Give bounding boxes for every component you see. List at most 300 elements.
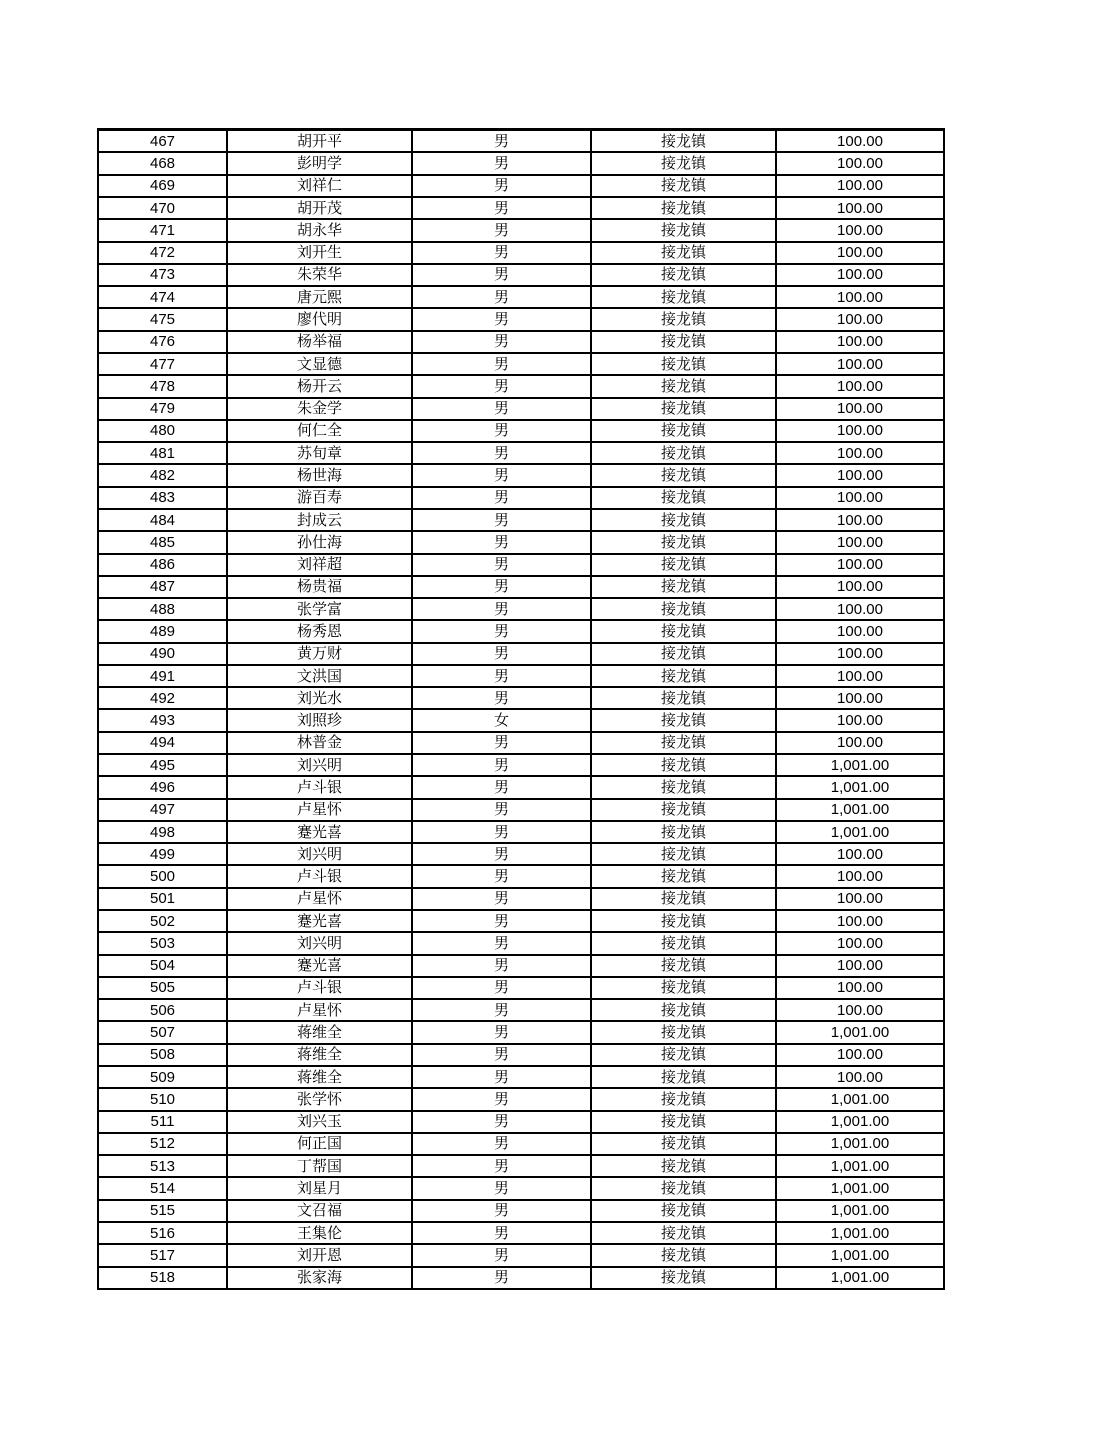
cell-index: 496 [98,776,227,798]
cell-amount: 100.00 [776,152,944,174]
cell-name: 蒋维全 [227,1044,412,1066]
cell-amount: 100.00 [776,732,944,754]
cell-index: 479 [98,398,227,420]
cell-index: 499 [98,843,227,865]
table-row [98,888,944,910]
roster-table [97,128,945,1290]
cell-name: 刘兴玉 [227,1111,412,1133]
cell-index: 481 [98,442,227,464]
cell-gender: 男 [412,1244,591,1266]
cell-town: 接龙镇 [591,509,776,531]
cell-name: 封成云 [227,509,412,531]
cell-index: 505 [98,977,227,999]
cell-amount: 1,001.00 [776,1177,944,1199]
cell-town: 接龙镇 [591,308,776,330]
cell-town: 接龙镇 [591,353,776,375]
cell-index: 511 [98,1111,227,1133]
cell-name: 何正国 [227,1133,412,1155]
cell-town: 接龙镇 [591,821,776,843]
cell-gender: 男 [412,286,591,308]
cell-gender: 男 [412,308,591,330]
cell-name: 彭明学 [227,152,412,174]
cell-name: 杨世海 [227,464,412,486]
cell-amount: 100.00 [776,353,944,375]
cell-name: 朱金学 [227,398,412,420]
cell-index: 490 [98,643,227,665]
cell-name: 黄万财 [227,643,412,665]
cell-amount: 100.00 [776,487,944,509]
table-row [98,219,944,241]
cell-gender: 男 [412,843,591,865]
cell-name: 蹇光喜 [227,821,412,843]
cell-gender: 男 [412,554,591,576]
cell-index: 497 [98,799,227,821]
cell-gender: 男 [412,1177,591,1199]
cell-index: 484 [98,509,227,531]
cell-town: 接龙镇 [591,1177,776,1199]
table-row [98,1200,944,1222]
cell-town: 接龙镇 [591,732,776,754]
cell-amount: 100.00 [776,420,944,442]
table-row [98,955,944,977]
table-row [98,576,944,598]
cell-index: 483 [98,487,227,509]
cell-name: 刘祥超 [227,554,412,576]
table-row [98,687,944,709]
cell-town: 接龙镇 [591,197,776,219]
cell-index: 493 [98,709,227,731]
cell-name: 刘光水 [227,687,412,709]
cell-town: 接龙镇 [591,531,776,553]
cell-gender: 男 [412,152,591,174]
roster-table-body [98,130,944,1290]
cell-town: 接龙镇 [591,442,776,464]
cell-name: 卢星怀 [227,888,412,910]
table-row [98,643,944,665]
table-row [98,264,944,286]
cell-amount: 100.00 [776,932,944,954]
cell-index: 476 [98,331,227,353]
cell-town: 接龙镇 [591,643,776,665]
cell-index: 480 [98,420,227,442]
cell-town: 接龙镇 [591,955,776,977]
cell-town: 接龙镇 [591,420,776,442]
cell-town: 接龙镇 [591,687,776,709]
cell-town: 接龙镇 [591,1244,776,1266]
cell-town: 接龙镇 [591,888,776,910]
cell-amount: 100.00 [776,687,944,709]
table-row [98,464,944,486]
cell-amount: 100.00 [776,442,944,464]
cell-index: 467 [98,130,227,153]
cell-index: 510 [98,1088,227,1110]
cell-index: 504 [98,955,227,977]
cell-amount: 1,001.00 [776,799,944,821]
cell-name: 丁帮国 [227,1155,412,1177]
cell-town: 接龙镇 [591,375,776,397]
cell-gender: 男 [412,531,591,553]
cell-index: 489 [98,620,227,642]
cell-index: 485 [98,531,227,553]
cell-gender: 男 [412,175,591,197]
cell-gender: 男 [412,620,591,642]
cell-amount: 100.00 [776,554,944,576]
cell-amount: 100.00 [776,175,944,197]
cell-gender: 男 [412,821,591,843]
cell-index: 500 [98,865,227,887]
cell-town: 接龙镇 [591,576,776,598]
cell-name: 游百寿 [227,487,412,509]
cell-amount: 1,001.00 [776,1244,944,1266]
roster-table-container [97,128,943,1290]
cell-gender: 男 [412,598,591,620]
table-row [98,1111,944,1133]
cell-gender: 男 [412,732,591,754]
cell-gender: 男 [412,888,591,910]
cell-amount: 100.00 [776,531,944,553]
cell-index: 501 [98,888,227,910]
table-row [98,375,944,397]
table-row [98,331,944,353]
cell-index: 468 [98,152,227,174]
table-row [98,242,944,264]
cell-index: 492 [98,687,227,709]
cell-gender: 男 [412,955,591,977]
cell-amount: 100.00 [776,999,944,1021]
cell-amount: 100.00 [776,242,944,264]
cell-town: 接龙镇 [591,264,776,286]
cell-town: 接龙镇 [591,977,776,999]
cell-amount: 100.00 [776,910,944,932]
cell-index: 513 [98,1155,227,1177]
cell-name: 杨贵福 [227,576,412,598]
cell-gender: 男 [412,1200,591,1222]
table-row [98,197,944,219]
table-row [98,531,944,553]
cell-gender: 男 [412,242,591,264]
table-row [98,665,944,687]
cell-town: 接龙镇 [591,219,776,241]
cell-amount: 100.00 [776,1044,944,1066]
cell-amount: 100.00 [776,375,944,397]
cell-gender: 男 [412,509,591,531]
cell-name: 蒋维全 [227,1066,412,1088]
cell-amount: 1,001.00 [776,1111,944,1133]
cell-gender: 男 [412,464,591,486]
cell-name: 刘开恩 [227,1244,412,1266]
cell-amount: 100.00 [776,308,944,330]
cell-name: 刘开生 [227,242,412,264]
cell-index: 471 [98,219,227,241]
cell-name: 卢星怀 [227,999,412,1021]
cell-gender: 男 [412,353,591,375]
cell-gender: 男 [412,1133,591,1155]
cell-gender: 男 [412,687,591,709]
cell-name: 刘祥仁 [227,175,412,197]
table-row [98,1222,944,1244]
cell-amount: 1,001.00 [776,1267,944,1290]
cell-gender: 男 [412,375,591,397]
cell-gender: 男 [412,331,591,353]
cell-index: 517 [98,1244,227,1266]
cell-town: 接龙镇 [591,999,776,1021]
table-row [98,308,944,330]
cell-gender: 男 [412,264,591,286]
cell-amount: 100.00 [776,977,944,999]
cell-index: 473 [98,264,227,286]
cell-gender: 男 [412,910,591,932]
cell-town: 接龙镇 [591,398,776,420]
cell-gender: 女 [412,709,591,731]
cell-amount: 100.00 [776,643,944,665]
cell-index: 503 [98,932,227,954]
cell-gender: 男 [412,1088,591,1110]
cell-name: 蒋维全 [227,1021,412,1043]
cell-name: 卢斗银 [227,776,412,798]
cell-amount: 100.00 [776,955,944,977]
cell-index: 488 [98,598,227,620]
cell-index: 508 [98,1044,227,1066]
cell-amount: 1,001.00 [776,1133,944,1155]
table-row [98,353,944,375]
table-row [98,799,944,821]
cell-amount: 1,001.00 [776,1155,944,1177]
cell-amount: 100.00 [776,264,944,286]
table-row [98,420,944,442]
cell-name: 文显德 [227,353,412,375]
cell-name: 刘兴明 [227,932,412,954]
cell-amount: 100.00 [776,843,944,865]
table-row [98,598,944,620]
table-row [98,1021,944,1043]
cell-amount: 1,001.00 [776,754,944,776]
cell-index: 516 [98,1222,227,1244]
cell-gender: 男 [412,487,591,509]
table-row [98,130,944,153]
table-row [98,286,944,308]
cell-gender: 男 [412,130,591,153]
cell-amount: 100.00 [776,286,944,308]
cell-name: 朱荣华 [227,264,412,286]
cell-index: 498 [98,821,227,843]
table-row [98,554,944,576]
cell-amount: 1,001.00 [776,1200,944,1222]
cell-name: 孙仕海 [227,531,412,553]
cell-amount: 100.00 [776,620,944,642]
cell-gender: 男 [412,643,591,665]
cell-index: 495 [98,754,227,776]
cell-gender: 男 [412,420,591,442]
cell-index: 477 [98,353,227,375]
cell-town: 接龙镇 [591,1267,776,1290]
cell-amount: 100.00 [776,464,944,486]
cell-amount: 100.00 [776,865,944,887]
cell-amount: 1,001.00 [776,776,944,798]
cell-gender: 男 [412,754,591,776]
table-row [98,932,944,954]
cell-town: 接龙镇 [591,799,776,821]
cell-amount: 100.00 [776,509,944,531]
table-row [98,1155,944,1177]
cell-index: 482 [98,464,227,486]
cell-index: 515 [98,1200,227,1222]
cell-index: 491 [98,665,227,687]
cell-town: 接龙镇 [591,865,776,887]
cell-name: 杨秀恩 [227,620,412,642]
cell-town: 接龙镇 [591,1222,776,1244]
cell-gender: 男 [412,197,591,219]
cell-gender: 男 [412,1267,591,1290]
table-row [98,709,944,731]
cell-index: 474 [98,286,227,308]
cell-name: 文洪国 [227,665,412,687]
cell-name: 廖代明 [227,308,412,330]
cell-town: 接龙镇 [591,1066,776,1088]
cell-town: 接龙镇 [591,130,776,153]
cell-town: 接龙镇 [591,665,776,687]
cell-gender: 男 [412,776,591,798]
cell-index: 518 [98,1267,227,1290]
cell-town: 接龙镇 [591,1155,776,1177]
table-row [98,977,944,999]
cell-name: 卢斗银 [227,977,412,999]
cell-town: 接龙镇 [591,910,776,932]
table-row [98,754,944,776]
cell-name: 杨举福 [227,331,412,353]
cell-amount: 100.00 [776,1066,944,1088]
cell-amount: 100.00 [776,197,944,219]
cell-index: 472 [98,242,227,264]
cell-town: 接龙镇 [591,152,776,174]
cell-name: 胡永华 [227,219,412,241]
cell-town: 接龙镇 [591,554,776,576]
table-row [98,152,944,174]
cell-gender: 男 [412,977,591,999]
cell-name: 文召福 [227,1200,412,1222]
cell-name: 王集伦 [227,1222,412,1244]
cell-amount: 100.00 [776,709,944,731]
cell-amount: 100.00 [776,219,944,241]
cell-town: 接龙镇 [591,754,776,776]
table-row [98,865,944,887]
cell-gender: 男 [412,1044,591,1066]
cell-name: 唐元熙 [227,286,412,308]
cell-town: 接龙镇 [591,843,776,865]
cell-name: 胡开平 [227,130,412,153]
cell-name: 卢斗银 [227,865,412,887]
cell-town: 接龙镇 [591,1111,776,1133]
cell-town: 接龙镇 [591,487,776,509]
cell-amount: 1,001.00 [776,1222,944,1244]
cell-index: 487 [98,576,227,598]
cell-town: 接龙镇 [591,1044,776,1066]
cell-index: 512 [98,1133,227,1155]
table-row [98,821,944,843]
cell-gender: 男 [412,1021,591,1043]
cell-name: 蹇光喜 [227,910,412,932]
cell-index: 514 [98,1177,227,1199]
table-row [98,999,944,1021]
cell-name: 卢星怀 [227,799,412,821]
table-row [98,1066,944,1088]
cell-town: 接龙镇 [591,175,776,197]
cell-gender: 男 [412,1066,591,1088]
cell-amount: 100.00 [776,576,944,598]
cell-name: 何仁全 [227,420,412,442]
cell-name: 刘兴明 [227,843,412,865]
table-row [98,509,944,531]
table-row [98,776,944,798]
cell-name: 林普金 [227,732,412,754]
table-row [98,1133,944,1155]
cell-name: 张学富 [227,598,412,620]
table-row [98,732,944,754]
cell-gender: 男 [412,799,591,821]
cell-name: 刘照珍 [227,709,412,731]
cell-index: 506 [98,999,227,1021]
cell-index: 470 [98,197,227,219]
cell-name: 张家海 [227,1267,412,1290]
cell-amount: 100.00 [776,598,944,620]
cell-index: 475 [98,308,227,330]
table-row [98,487,944,509]
cell-name: 张学怀 [227,1088,412,1110]
cell-amount: 1,001.00 [776,821,944,843]
cell-town: 接龙镇 [591,1133,776,1155]
table-row [98,1267,944,1290]
cell-amount: 100.00 [776,665,944,687]
cell-gender: 男 [412,442,591,464]
table-row [98,620,944,642]
cell-gender: 男 [412,576,591,598]
cell-town: 接龙镇 [591,598,776,620]
cell-name: 蹇光喜 [227,955,412,977]
cell-gender: 男 [412,219,591,241]
cell-town: 接龙镇 [591,286,776,308]
table-row [98,1044,944,1066]
cell-gender: 男 [412,932,591,954]
cell-gender: 男 [412,398,591,420]
cell-town: 接龙镇 [591,620,776,642]
cell-name: 刘星月 [227,1177,412,1199]
cell-gender: 男 [412,999,591,1021]
table-row [98,175,944,197]
table-row [98,442,944,464]
cell-town: 接龙镇 [591,464,776,486]
cell-town: 接龙镇 [591,242,776,264]
cell-gender: 男 [412,1222,591,1244]
cell-gender: 男 [412,1111,591,1133]
table-row [98,843,944,865]
cell-town: 接龙镇 [591,1021,776,1043]
cell-amount: 100.00 [776,398,944,420]
cell-amount: 100.00 [776,130,944,153]
cell-index: 486 [98,554,227,576]
cell-index: 494 [98,732,227,754]
cell-name: 胡开茂 [227,197,412,219]
table-row [98,1088,944,1110]
table-row [98,398,944,420]
cell-town: 接龙镇 [591,776,776,798]
cell-name: 苏旬章 [227,442,412,464]
cell-amount: 1,001.00 [776,1021,944,1043]
cell-index: 502 [98,910,227,932]
cell-index: 478 [98,375,227,397]
cell-name: 刘兴明 [227,754,412,776]
table-row [98,910,944,932]
table-row [98,1244,944,1266]
cell-index: 509 [98,1066,227,1088]
